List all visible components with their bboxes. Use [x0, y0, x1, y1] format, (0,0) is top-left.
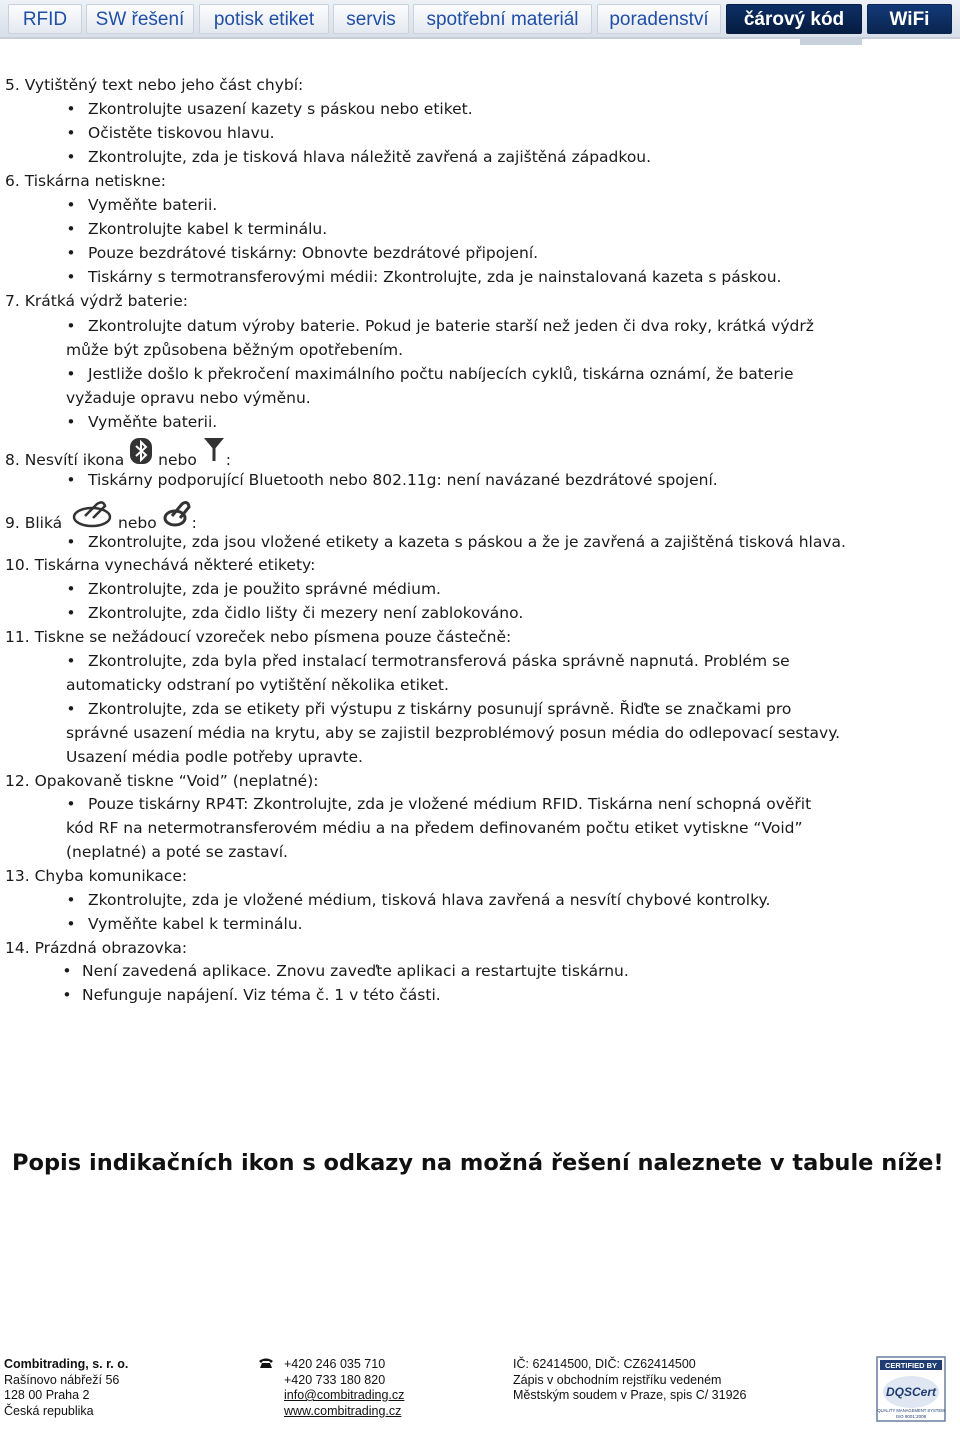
list-item-text: Pouze bezdrátové tiskárny: Obnovte bezdrátové připojení.	[88, 244, 539, 262]
list-item-text: Tiskárny podporující Bluetooth nebo 802.11g: není navázané bezdrátové spojení.	[88, 471, 718, 489]
list-item-text: Zkontrolujte datum výroby baterie. Pokud je baterie starší než jeden či dva roky, krátká výdrž	[88, 317, 814, 335]
phone-2: +420 733 180 820	[284, 1372, 386, 1387]
bullet: •	[66, 196, 76, 214]
list-item-text: Nefunguje napájení. Viz téma č. 1 v této části.	[82, 986, 441, 1004]
list-item	[0, 265, 960, 289]
list-item-text: Zkontrolujte, zda je vložené médium, tisková hlava zavřená a nesvítí chybové kontrolky.	[88, 891, 771, 909]
list-item-text: Zkontrolujte usazení kazety s páskou nebo etiket.	[88, 100, 473, 118]
bullet: •	[66, 244, 76, 262]
list-item-text: Očistěte tiskovou hlavu.	[88, 124, 275, 142]
list-item-continuation: (neplatné) a poté se zastaví.	[66, 843, 288, 861]
footer-contact	[284, 1357, 404, 1419]
item-heading-13: 13. Chyba komunikace:	[5, 867, 188, 885]
register-line-2: Městským soudem v Praze, spis C/ 31926	[513, 1388, 747, 1402]
list-item-text: Zkontrolujte kabel k terminálu.	[88, 220, 328, 238]
bullet: •	[66, 795, 76, 813]
website-link[interactable]: www.combitrading.cz	[284, 1403, 402, 1418]
list-item-text: Tiskárny s termotransferovými médii: Zkontrolujte, zda je nainstalovaná kazeta s páskou.	[88, 268, 782, 286]
list-item	[0, 193, 960, 217]
company-ids: IČ: 62414500, DIČ: CZ62414500	[513, 1357, 696, 1371]
list-item	[0, 217, 960, 241]
active-tab-indicator	[800, 39, 862, 45]
item-heading-10: 10. Tiskárna vynechává některé etikety:	[5, 556, 316, 574]
item-heading-6: 6. Tiskárna netiskne:	[5, 172, 167, 190]
street: Rašínovo nábřeží 56	[4, 1372, 120, 1387]
list-item	[0, 577, 960, 601]
bullet: •	[66, 220, 76, 238]
list-item-text: Zkontrolujte, zda byla před instalací termotransferová páska správně napnutá. Problém se	[88, 652, 790, 670]
list-item-continuation: správné usazení média na krytu, aby se zajistil bezproblémový posun média do odlepovací sestavy.	[66, 724, 841, 742]
company-name: Combitrading, s. r. o.	[4, 1357, 129, 1371]
list-item	[0, 530, 960, 554]
email-link[interactable]: info@combitrading.cz	[284, 1388, 405, 1402]
register-line-1: Zápis v obchodním rejstříku vedeném	[513, 1372, 722, 1387]
list-item-text: Vyměňte baterii.	[88, 196, 218, 214]
list-item-continuation: kód RF na netermotransferovém médiu a na předem definovaném počtu etiket vytiskne “Void”	[66, 819, 803, 837]
bullet: •	[66, 580, 76, 598]
list-item-text: Zkontrolujte, zda čidlo lišty či mezery není zablokováno.	[88, 604, 524, 622]
bullet: •	[66, 148, 76, 166]
list-item	[0, 410, 960, 434]
list-item-text: Není zavedená aplikace. Znovu zaveďte aplikaci a restartujte tiskárnu.	[82, 962, 629, 980]
cert-iso-text: ISO 9001:2008	[895, 1414, 927, 1419]
list-item	[0, 983, 960, 1007]
bullet: •	[66, 100, 76, 118]
bullet: •	[66, 652, 76, 670]
list-item	[0, 145, 960, 169]
list-item-text: Vyměňte baterii.	[88, 413, 218, 431]
heading-text: nebo	[118, 514, 157, 532]
item-heading-11: 11. Tiskne se nežádoucí vzoreček nebo písmena pouze částečně:	[5, 628, 512, 646]
item-heading-14: 14. Prázdná obrazovka:	[5, 939, 188, 957]
bullet: •	[66, 124, 76, 142]
tab-wifi[interactable]: WiFi	[867, 4, 952, 34]
bullet: •	[66, 365, 76, 383]
list-item	[0, 362, 960, 386]
item-heading-8	[5, 443, 305, 467]
list-item	[0, 121, 960, 145]
bluetooth-icon	[129, 437, 153, 472]
list-item	[0, 241, 960, 265]
list-item	[0, 697, 960, 721]
bullet: •	[66, 413, 76, 431]
list-item-continuation: může být způsobena běžným opotřebením.	[66, 341, 404, 359]
wifi-antenna-icon	[202, 436, 226, 469]
bullet: •	[66, 604, 76, 622]
list-item	[0, 792, 960, 816]
callout-note: Popis indikačních ikon s odkazy na možná řešení naleznete v tabule níže!	[12, 1150, 944, 1176]
bullet: •	[66, 891, 76, 909]
list-item-text: Zkontrolujte, zda jsou vložené etikety a kazeta s páskou a že je zavřená a zajištěná tisková hlava.	[88, 533, 846, 551]
cert-brand-text: DQSCert	[885, 1385, 937, 1399]
list-item-text: Zkontrolujte, zda je tisková hlava náležitě zavřená a zajištěná západkou.	[88, 148, 652, 166]
list-item-text: Zkontrolujte, zda je použito správné médium.	[88, 580, 441, 598]
heading-text: 9. Bliká	[5, 514, 63, 532]
heading-text: :	[225, 451, 231, 469]
item-heading-7: 7. Krátká výdrž baterie:	[5, 292, 188, 310]
country: Česká republika	[4, 1403, 94, 1418]
phone-icon	[258, 1357, 274, 1373]
heading-text: :	[191, 514, 197, 532]
top-navigation	[0, 0, 960, 44]
list-item	[0, 912, 960, 936]
item-heading-5: 5. Vytištěný text nebo jeho část chybí:	[5, 76, 304, 94]
list-item-text: Pouze tiskárny RP4T: Zkontrolujte, zda je vložené médium RFID. Tiskárna není schopná ověřit	[88, 795, 812, 813]
list-item	[0, 468, 960, 492]
list-item	[0, 97, 960, 121]
bullet: •	[66, 317, 76, 335]
tab-carovy-kod[interactable]: čárový kód	[726, 4, 862, 34]
bullet: •	[66, 471, 76, 489]
footer-registration	[513, 1357, 746, 1404]
list-item-text: Zkontrolujte, zda se etikety při výstupu z tiskárny posunují správně. Řiďte se značkami pro	[88, 700, 792, 718]
tab-spotrebni-material[interactable]: spotřební materiál	[413, 4, 592, 34]
list-item	[0, 959, 960, 983]
item-heading-9	[5, 506, 305, 530]
footer-address	[4, 1357, 128, 1419]
bullet: •	[62, 962, 72, 980]
bullet: •	[62, 986, 72, 1004]
tab-potisk-etiket[interactable]: potisk etiket	[199, 4, 329, 34]
tab-sw-reseni[interactable]: SW řešení	[86, 4, 194, 34]
list-item	[0, 888, 960, 912]
tab-servis[interactable]: servis	[333, 4, 409, 34]
heading-text: nebo	[158, 451, 197, 469]
cert-top-text: CERTIFIED BY	[884, 1361, 938, 1370]
bullet: •	[66, 700, 76, 718]
cert-sub-text: QUALITY MANAGEMENT SYSTEM	[877, 1408, 945, 1413]
item-heading-12: 12. Opakovaně tiskne “Void” (neplatné):	[5, 772, 319, 790]
city: 128 00 Praha 2	[4, 1388, 90, 1402]
list-item-text: Vyměňte kabel k terminálu.	[88, 915, 303, 933]
heading-text: 8. Nesvítí ikona	[5, 451, 125, 469]
footer-phone-icon-col	[258, 1357, 274, 1373]
tab-poradenstvi[interactable]: poradenství	[597, 4, 721, 34]
list-item	[0, 649, 960, 673]
list-item-continuation: Usazení média podle potřeby upravte.	[66, 748, 363, 766]
certificate-badge-icon	[876, 1356, 946, 1422]
phone-1: +420 246 035 710	[284, 1357, 386, 1371]
list-item	[0, 314, 960, 338]
bullet: •	[66, 533, 76, 551]
bullet: •	[66, 915, 76, 933]
list-item-continuation: vyžaduje opravu nebo výměnu.	[66, 389, 311, 407]
bullet: •	[66, 268, 76, 286]
list-item-text: Jestliže došlo k překročení maximálního počtu nabíjecích cyklů, tiskárna oznámí, že baterie	[88, 365, 794, 383]
tab-rfid[interactable]: RFID	[8, 4, 82, 34]
list-item	[0, 601, 960, 625]
list-item-continuation: automaticky odstraní po vytištění několika etiket.	[66, 676, 449, 694]
